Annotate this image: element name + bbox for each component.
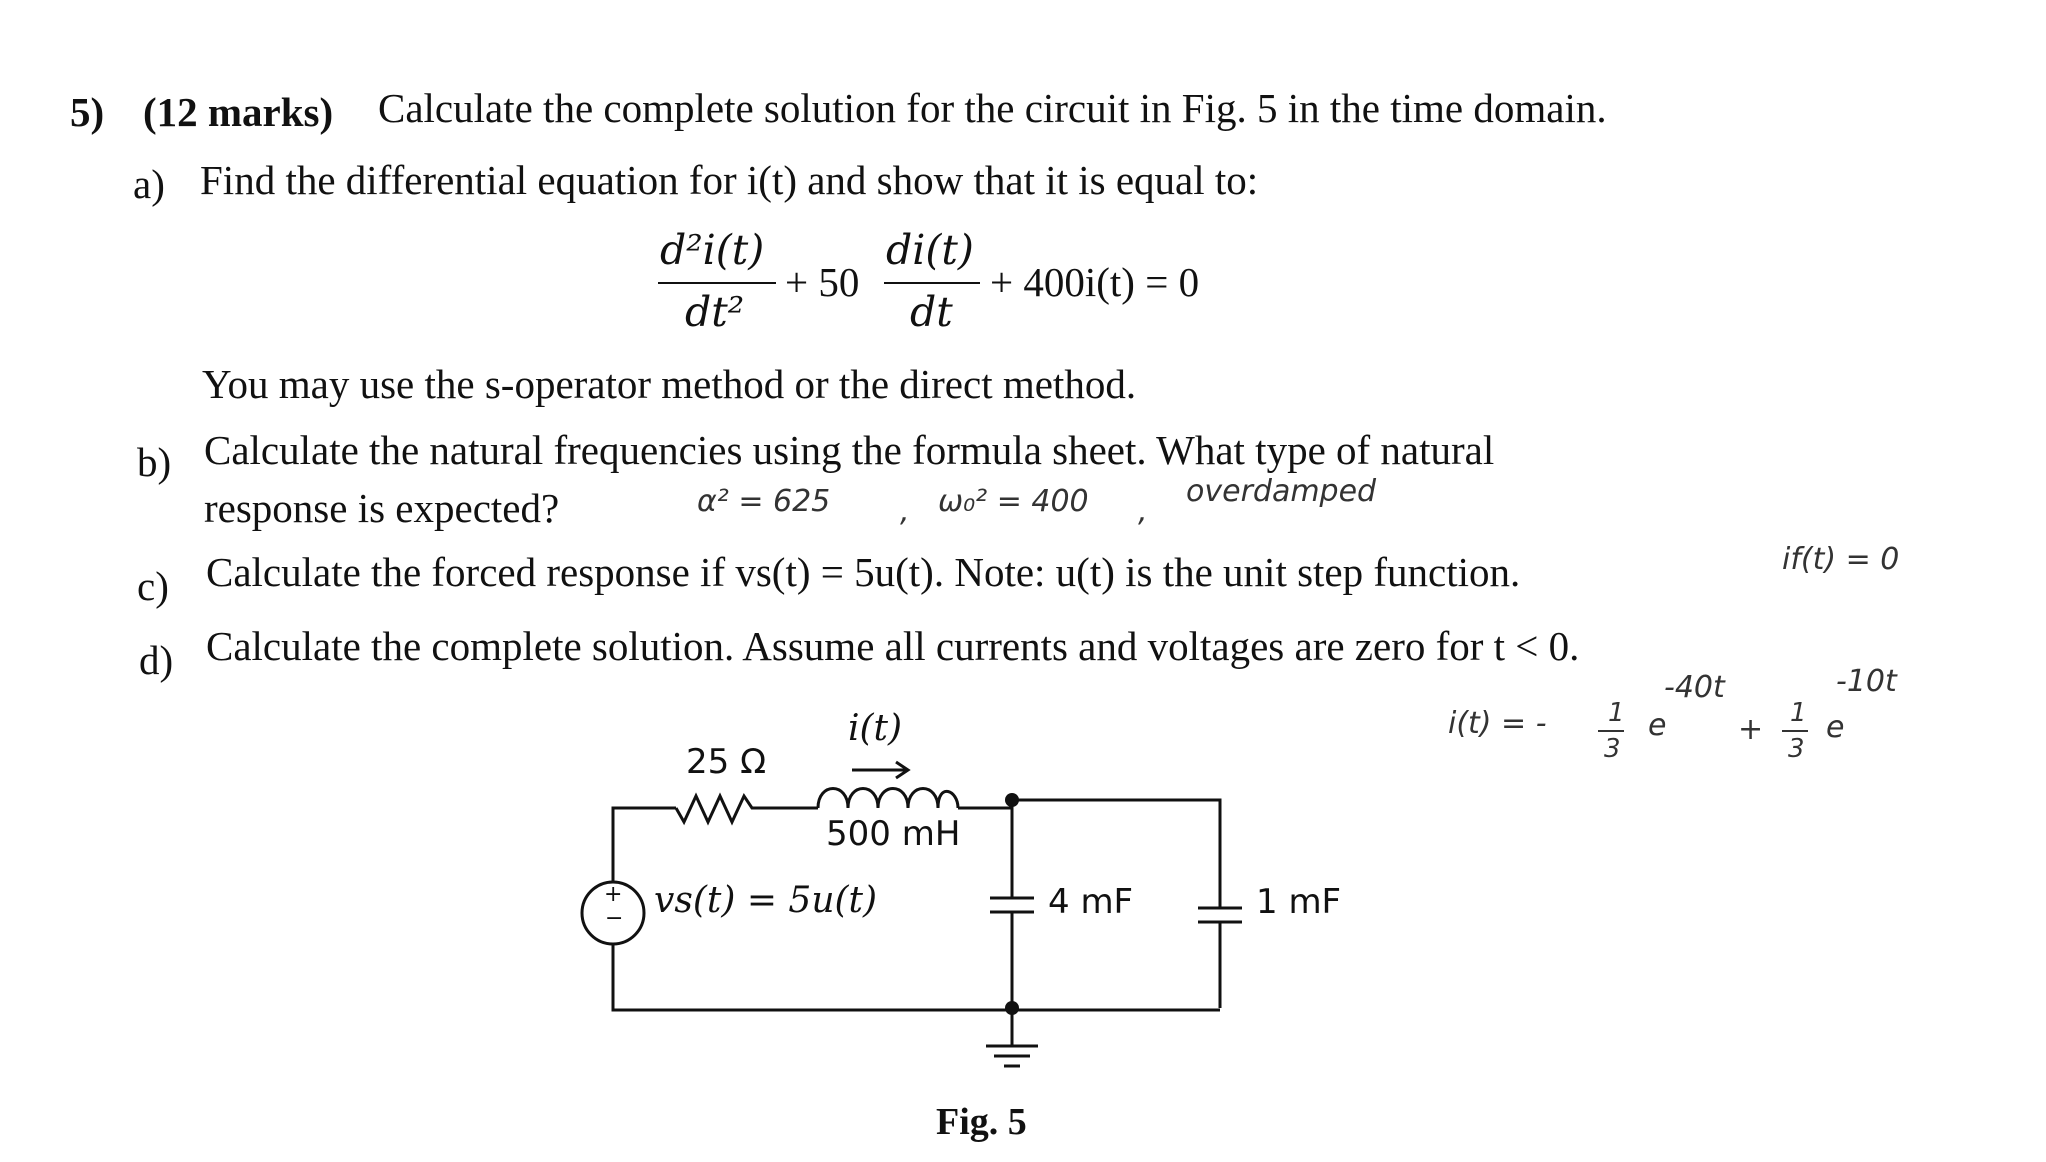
eq-frac1-denominator: dt² — [685, 288, 745, 336]
cap2-label: 1 mF — [1256, 882, 1342, 922]
inductor-500mh — [818, 789, 958, 809]
hw-plus: + — [1738, 712, 1764, 747]
eq-plus-50: + 50 — [785, 259, 860, 305]
cap1-label: 4 mF — [1048, 882, 1134, 922]
resistor-label: 25 Ω — [686, 742, 767, 782]
eq-tail: + 400i(t) = 0 — [990, 259, 1200, 305]
part-d-text: Calculate the complete solution. Assume all currents and voltages are zero for t < 0. — [206, 623, 1580, 669]
node-top — [1005, 793, 1019, 807]
source-plus: + — [604, 882, 623, 907]
source-minus: − — [605, 906, 624, 931]
hw-frac1-num: 1 — [1608, 698, 1625, 728]
hw-e1: e — [1648, 708, 1667, 743]
part-a-note: You may use the s-operator method or the direct method. — [202, 361, 1137, 407]
part-d-label: d) — [139, 637, 174, 683]
part-c-text: Calculate the forced response if vs(t) = 5u(t). Note: u(t) is the unit step function. — [206, 549, 1521, 595]
source-label: vs(t) = 5u(t) — [654, 880, 878, 921]
hw-e2: e — [1826, 710, 1845, 745]
hw-exp1: -40t — [1664, 670, 1725, 705]
part-b-line1: Calculate the natural frequencies using the formula sheet. What type of natural — [204, 427, 1495, 473]
hw-response-type: overdamped — [1186, 474, 1377, 509]
part-a-label: a) — [133, 161, 165, 207]
part-c-label: c) — [137, 563, 169, 609]
question-number: 5) — [70, 89, 105, 135]
hw-frac1-den: 3 — [1604, 734, 1621, 764]
part-b-line2: response is expected? — [204, 485, 560, 531]
eq-frac2-numerator: di(t) — [886, 226, 974, 274]
hw-solution-lhs: i(t) = - — [1448, 706, 1547, 741]
resistor-25-ohm — [676, 796, 818, 822]
question-marks: (12 marks) — [143, 89, 334, 135]
question-prompt: Calculate the complete solution for the circuit in Fig. 5 in the time domain. — [378, 85, 1607, 131]
part-b-label: b) — [137, 439, 172, 485]
wire-bottom — [613, 945, 1220, 1010]
node-bottom — [1005, 1001, 1019, 1015]
hw-comma-1: , — [900, 494, 910, 529]
part-a-text: Find the differential equation for i(t) and show that it is equal to: — [200, 157, 1259, 203]
hw-comma-2: , — [1138, 494, 1148, 529]
figure-caption: Fig. 5 — [936, 1101, 1027, 1143]
current-label: i(t) — [848, 708, 903, 749]
hw-frac2-num: 1 — [1790, 698, 1807, 728]
wire-left-top — [613, 808, 676, 881]
eq-frac2-denominator: dt — [910, 288, 953, 336]
hw-alpha-squared: α² = 625 — [697, 484, 831, 519]
hw-frac2-den: 3 — [1788, 734, 1805, 764]
current-arrow — [852, 762, 908, 778]
eq-frac1-numerator: d²i(t) — [660, 226, 765, 274]
inductor-label: 500 mH — [826, 814, 961, 854]
hw-forced-current: if(t) = 0 — [1782, 542, 1900, 577]
hw-omega-squared: ω₀² = 400 — [938, 484, 1089, 519]
hw-exp2: -10t — [1836, 664, 1897, 699]
